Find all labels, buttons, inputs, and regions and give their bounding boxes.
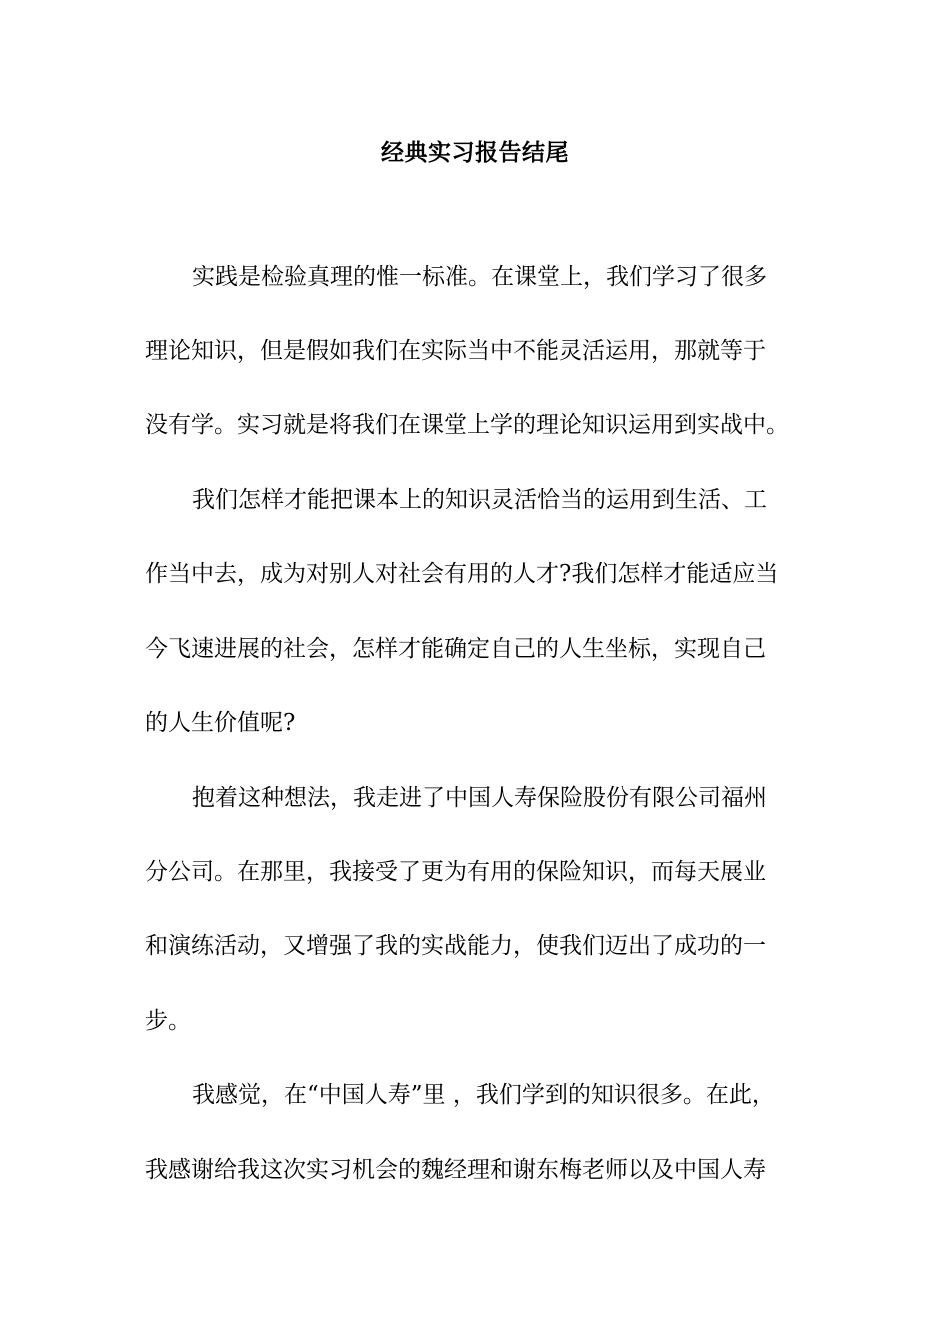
paragraph-2-line-2: 作当中去，成为对别人对社会有用的人才?我们怎样才能适应当 [145,561,779,587]
paragraph-1-line-2: 理论知识，但是假如我们在实际当中不能灵活运用，那就等于 [145,338,766,364]
paragraph-2-line-1: 我们怎样才能把课本上的知识灵活恰当的运用到生活、工 [192,487,767,513]
paragraph-4-line-1: 我感觉，在“中国人寿”里 ，我们学到的知识很多。在此， [192,1082,775,1108]
paragraph-2-line-3: 今飞速进展的社会，怎样才能确定自己的人生坐标，实现自己 [145,636,766,662]
paragraph-2-line-4: 的人生价值呢? [145,710,296,736]
paragraph-1-line-1: 实践是检验真理的惟一标准。在课堂上，我们学习了很多 [192,264,767,290]
document-title: 经典实习报告结尾 [381,140,569,166]
paragraph-1-line-3: 没有学。实习就是将我们在课堂上学的理论知识运用到实战中。 [145,412,789,438]
paragraph-3-line-4: 步。 [145,1008,191,1034]
paragraph-3-line-3: 和演练活动，又增强了我的实战能力，使我们迈出了成功的一 [145,933,766,959]
paragraph-3-line-2: 分公司。在那里，我接受了更为有用的保险知识，而每天展业 [145,859,766,885]
paragraph-4-line-2: 我感谢给我这次实习机会的魏经理和谢东梅老师以及中国人寿 [145,1157,766,1183]
paragraph-3-line-1: 抱着这种想法，我走进了中国人寿保险股份有限公司福州 [192,785,767,811]
